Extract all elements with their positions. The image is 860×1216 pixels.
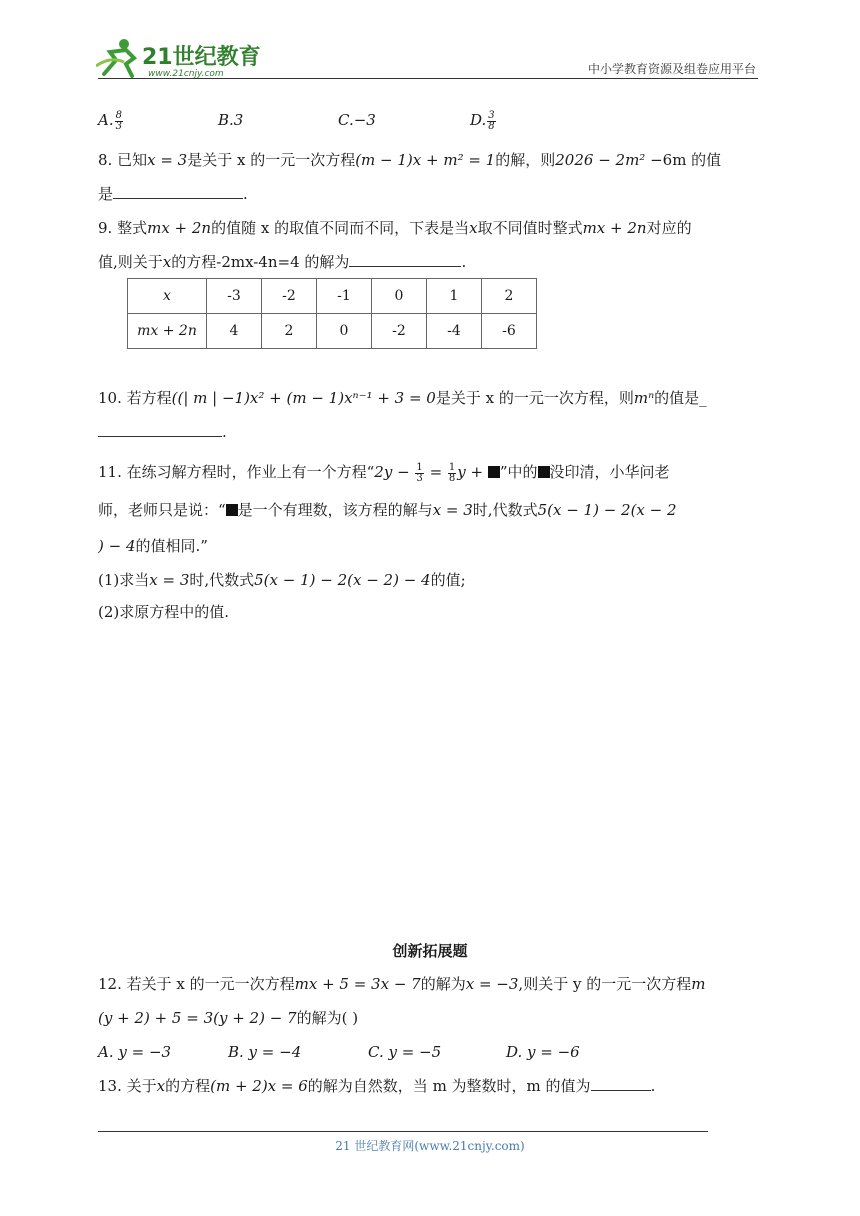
q11-line1: 11. 在练习解方程时，作业上有一个方程“2y − $\frac{1}{3}$ = $\frac{1}{8}$ y + ”中的 没印清，小华问老 xyxy=(98,461,670,484)
q7-option-c: C.−3 xyxy=(338,111,376,129)
table-cell: 2 xyxy=(262,314,317,349)
table-header-cell: mx + 2n xyxy=(128,314,207,349)
section-title: 创新拓展题 xyxy=(392,942,468,960)
table-cell: 1 xyxy=(427,279,482,314)
answer-blank[interactable] xyxy=(591,1076,651,1091)
table-row xyxy=(128,279,537,314)
q12-option-c: C. y = −5 xyxy=(368,1043,442,1061)
table-cell: 4 xyxy=(207,314,262,349)
table-header-cell: x xyxy=(128,279,207,314)
blot-square-icon xyxy=(226,504,238,516)
logo-url: www.21cnjy.com xyxy=(148,69,224,79)
table-cell: -2 xyxy=(372,314,427,349)
table-cell: 0 xyxy=(317,314,372,349)
table-cell: -4 xyxy=(427,314,482,349)
q12-option-d: D. y = −6 xyxy=(506,1043,580,1061)
q11-line3: ) − 4的值相同.” xyxy=(98,537,208,555)
answer-blank[interactable] xyxy=(113,184,243,199)
table-cell: 0 xyxy=(372,279,427,314)
q12-option-b: B. y = −4 xyxy=(228,1043,302,1061)
q9-value-table xyxy=(127,278,537,349)
header-platform-text: 中小学教育资源及组卷应用平台 xyxy=(587,62,756,76)
q10-line1: 10. 若方程((| m | −1)x² + (m − 1)xⁿ⁻¹ + 3 = 0是关于 x 的一元一次方程，则mⁿ的值是_ xyxy=(98,389,707,407)
q7-option-b: B.3 xyxy=(218,111,244,129)
q13-line: 13. 关于x的方程(m + 2)x = 6的解为自然数，当 m 为整数时，m 的值为 . xyxy=(98,1077,656,1095)
q7-option-d: D. $\frac{3}{8}$ xyxy=(470,109,495,132)
q7-option-a: A. $\frac{8}{3}$ xyxy=(98,109,122,132)
footer-divider xyxy=(98,1131,708,1132)
q12-option-a: A. y = −3 xyxy=(98,1043,172,1061)
runner-icon xyxy=(96,39,134,76)
logo-text: 21世纪教育 xyxy=(142,45,261,70)
footer-text: 21 世纪教育网(www.21cnjy.com) xyxy=(335,1139,525,1153)
q8-line1: 8. 已知x = 3是关于 x 的一元一次方程(m − 1)x + m² = 1的解，则2026 − 2m² −6m 的值 xyxy=(98,151,722,169)
q11-part2: (2)求原方程中的值. xyxy=(98,603,230,621)
header-divider xyxy=(98,78,758,79)
q12-line2: (y + 2) + 5 = 3(y + 2) − 7的解为( ) xyxy=(98,1009,359,1027)
q11-line2: 师，老师只是说：“ 是一个有理数，该方程的解与x = 3时,代数式5(x − 1) − 2(x − 2 xyxy=(98,501,677,519)
table-cell: -1 xyxy=(317,279,372,314)
table-cell: -6 xyxy=(482,314,537,349)
blot-square-icon xyxy=(538,466,550,478)
q9-line2: 值,则关于x的方程-2mx-4n=4 的解为 . xyxy=(98,253,467,271)
answer-blank[interactable] xyxy=(349,252,461,267)
table-row xyxy=(128,314,537,349)
q8-line2: 是 . xyxy=(98,185,248,203)
q10-line2: . xyxy=(98,422,227,442)
blot-square-icon xyxy=(488,466,500,478)
table-cell: -2 xyxy=(262,279,317,314)
logo xyxy=(96,36,266,80)
table-cell: -3 xyxy=(207,279,262,314)
q7-options xyxy=(98,109,495,132)
q11-part1: (1)求当x = 3时,代数式5(x − 1) − 2(x − 2) − 4的值; xyxy=(98,571,466,589)
q12-options xyxy=(98,1042,580,1062)
q12-line1: 12. 若关于 x 的一元一次方程mx + 5 = 3x − 7的解为x = −3,则关于 y 的一元一次方程m xyxy=(98,975,706,993)
q9-line1: 9. 整式mx + 2n的值随 x 的取值不同而不同，下表是当x取不同值时整式mx + 2n对应的 xyxy=(98,219,692,237)
table-cell: 2 xyxy=(482,279,537,314)
answer-blank[interactable] xyxy=(98,422,222,437)
